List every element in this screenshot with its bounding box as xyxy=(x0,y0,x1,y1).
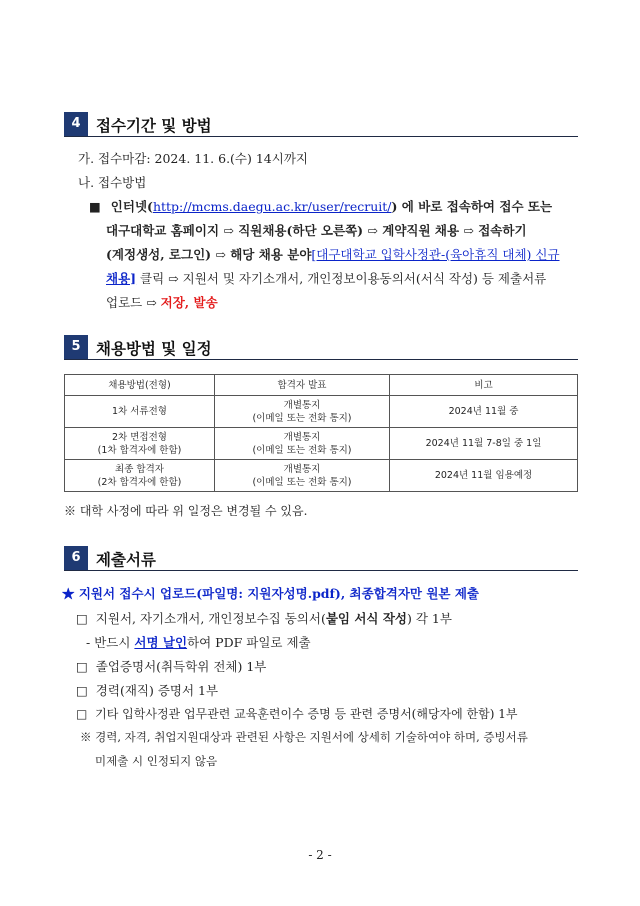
method-cell: 1차 서류전형 xyxy=(65,396,215,428)
section-6-header xyxy=(64,546,578,571)
recruit-link[interactable]: http://mcms.daegu.ac.kr/user/recruit/ xyxy=(152,199,392,214)
announce-cell: 개별통지 (이메일 또는 전화 통지) xyxy=(215,428,390,460)
doc-sub-item xyxy=(86,633,311,651)
section-title: 제출서류 xyxy=(96,551,156,569)
section-4-header xyxy=(64,112,578,137)
internet-suffix: ) 에 바로 접속하여 접수 또는 xyxy=(391,199,553,214)
schedule-note: ※ 대학 사정에 따라 위 일정은 변경될 수 있음. xyxy=(64,504,308,518)
header-announce: 합격자 발표 xyxy=(215,375,390,396)
doc-text: 기타 입학사정관 업무관련 교육훈련이수 증명 등 관련 증명서(해당자에 한함) 1부 xyxy=(95,707,518,721)
checkbox-icon: □ xyxy=(76,707,88,721)
doc-note-line-2: 미제출 시 인정되지 않음 xyxy=(95,754,218,768)
doc-item-3 xyxy=(76,681,218,699)
announce-cell: 개별통지 (이메일 또는 전화 통지) xyxy=(215,396,390,428)
section-number: 4 xyxy=(64,112,88,136)
sub-text-end: 하여 PDF 파일로 제출 xyxy=(187,635,311,650)
job-posting-link-cont[interactable]: 채용] xyxy=(106,271,137,286)
doc-note-line-1: ※ 경력, 자격, 취업지원대상과 관련된 사항은 지원서에 상세히 기술하여야 하며, 증빙서류 xyxy=(80,730,528,744)
bullet-square-icon: ■ xyxy=(89,199,101,214)
save-send-text: 저장, 발송 xyxy=(160,295,218,310)
section-5-header xyxy=(64,335,578,360)
table-row xyxy=(65,396,578,428)
path-line-1: 대구대학교 홈페이지 ⇨ 직원채용(하단 오른쪽) ⇨ 계약직원 채용 ⇨ 접속하기 xyxy=(106,223,527,238)
doc-item-4 xyxy=(76,705,517,722)
announce-cell: 개별통지 (이메일 또는 전화 통지) xyxy=(215,460,390,492)
doc-text: 지원서, 자기소개서, 개인정보수집 동의서( xyxy=(95,611,326,626)
note-cell: 2024년 11월 중 xyxy=(390,396,578,428)
path-text-3: 클릭 ⇨ 지원서 및 자기소개서, 개인정보이용동의서(서식 작성) 등 제출서류 xyxy=(136,271,547,286)
upload-text: 업로드 ⇨ xyxy=(106,295,161,310)
note-cell: 2024년 11월 7-8일 중 1일 xyxy=(390,428,578,460)
page-number: - 2 - xyxy=(308,848,332,862)
section-title: 채용방법 및 일정 xyxy=(96,340,212,358)
table-header-row xyxy=(65,375,578,396)
section-number: 6 xyxy=(64,546,88,570)
table-row xyxy=(65,428,578,460)
checkbox-icon: □ xyxy=(76,611,88,626)
doc-text: 경력(재직) 증명서 1부 xyxy=(95,683,219,698)
path-line-4 xyxy=(106,293,218,311)
path-text: (계정생성, 로그인) ⇨ 해당 채용 분야 xyxy=(106,247,312,262)
doc-item-2 xyxy=(76,657,266,675)
section-number: 5 xyxy=(64,335,88,359)
doc-text-end: ) 각 1부 xyxy=(406,611,452,626)
sign-emphasis: 서명 날인 xyxy=(134,635,188,650)
path-line-3 xyxy=(106,269,546,287)
doc-text: 졸업증명서(취득학위 전체) 1부 xyxy=(95,659,267,674)
sub-text: - 반드시 xyxy=(86,635,135,650)
checkbox-icon: □ xyxy=(76,683,88,698)
table-row xyxy=(65,460,578,492)
internet-line xyxy=(89,197,552,215)
job-posting-link[interactable]: [대구대학교 입학사정관-(육아휴직 대체) 신규 xyxy=(311,247,560,262)
header-note: 비고 xyxy=(390,375,578,396)
doc-item-1 xyxy=(76,609,452,627)
checkbox-icon: □ xyxy=(76,659,88,674)
upload-notice: ★ 지원서 접수시 업로드(파일명: 지원자성명.pdf), 최종합격자만 원본 제출 xyxy=(62,586,479,601)
method-cell: 최종 합격자 (2차 합격자에 한함) xyxy=(65,460,215,492)
path-line-2 xyxy=(106,245,560,263)
method-label: 나. 접수방법 xyxy=(78,175,147,190)
header-method: 채용방법(전형) xyxy=(65,375,215,396)
schedule-table xyxy=(64,374,578,492)
note-cell: 2024년 11월 임용예정 xyxy=(390,460,578,492)
doc-emphasis: 붙임 서식 작성 xyxy=(325,611,407,626)
section-title: 접수기간 및 방법 xyxy=(96,117,212,135)
internet-prefix: 인터넷( xyxy=(110,199,153,214)
deadline-text: 가. 접수마감: 2024. 11. 6.(수) 14시까지 xyxy=(78,151,308,166)
method-cell: 2차 면접전형 (1차 합격자에 한함) xyxy=(65,428,215,460)
